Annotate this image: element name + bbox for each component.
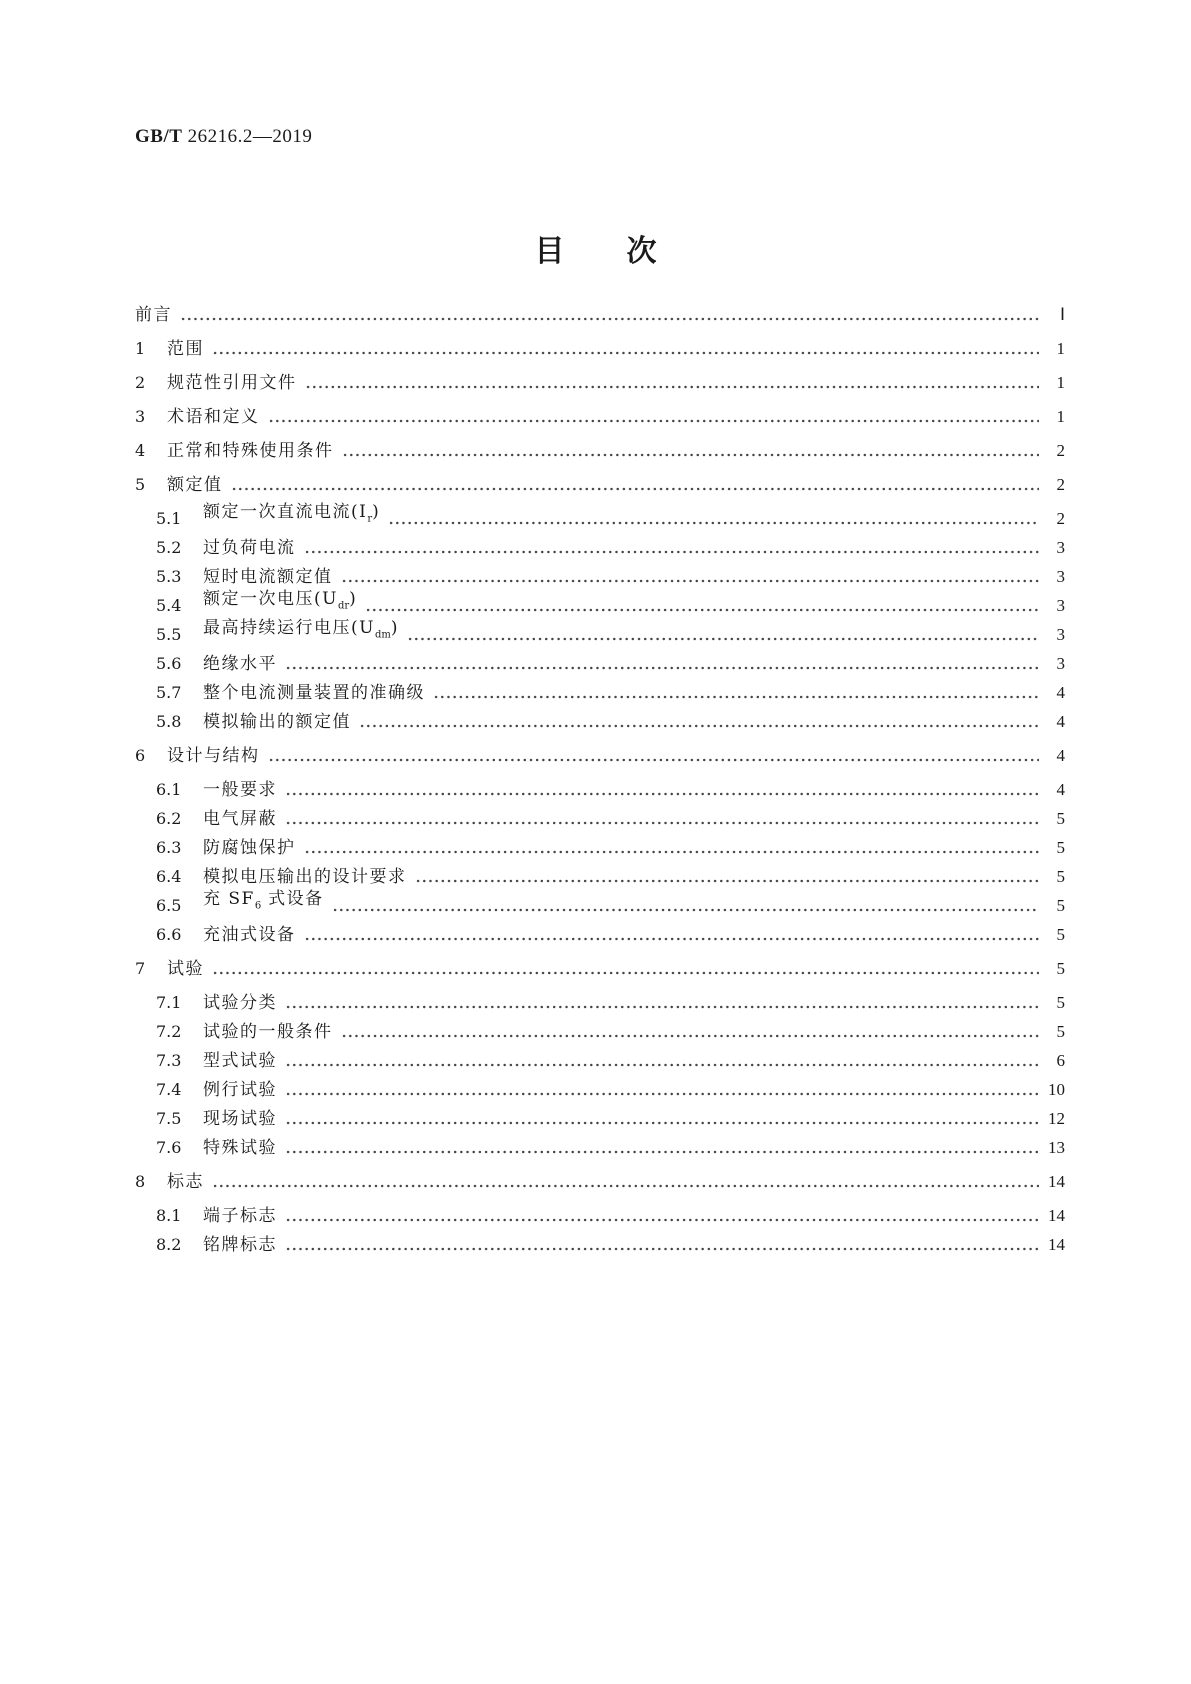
toc-entry-number: 7.3	[156, 1051, 182, 1070]
toc-entry-page: 5	[1056, 1022, 1065, 1041]
toc-entry-title-text: 端子标志	[203, 1206, 277, 1226]
toc-entry-title	[167, 745, 260, 767]
toc-entry[interactable]	[156, 1230, 1065, 1256]
toc-entry-number: 6.4	[156, 867, 182, 886]
toc-entry[interactable]	[156, 862, 1065, 888]
toc-entry-title-text: 额定值	[167, 475, 223, 495]
toc-entry-title	[167, 440, 334, 462]
toc-entry-title	[203, 837, 296, 859]
toc-entry-title-text: 模拟输出的额定值	[203, 712, 351, 732]
toc-dot-leader	[285, 649, 1039, 671]
toc-entry-number: 6.6	[156, 925, 182, 944]
toc-entry-title	[203, 653, 277, 675]
toc-entry[interactable]	[135, 1167, 1065, 1193]
toc-entry-page: 5	[1056, 959, 1065, 978]
toc-entry[interactable]	[156, 501, 1065, 530]
standard-prefix: GB/T	[135, 126, 183, 147]
toc-entry-title	[203, 566, 333, 588]
toc-entry-page: 3	[1056, 625, 1065, 644]
toc-dot-leader	[341, 1017, 1040, 1039]
toc-entry-title-text: 试验分类	[203, 993, 277, 1013]
standard-number: 26216.2—2019	[187, 126, 313, 147]
toc-dot-leader	[332, 891, 1039, 913]
toc-entry-page: 3	[1056, 596, 1065, 615]
toc-entry-title-text: 一般要求	[203, 780, 277, 800]
toc-entry-title-text: 正常和特殊使用条件	[167, 441, 334, 461]
toc-entry-subscript: dm	[374, 629, 391, 640]
toc-entry-title-text: 充油式设备	[203, 925, 296, 945]
toc-entry-number: 5	[135, 475, 146, 494]
toc-entry-title	[203, 1205, 277, 1227]
toc-entry-title	[203, 588, 357, 617]
toc-entry-number: 1	[135, 339, 146, 358]
toc-dot-leader	[365, 591, 1039, 613]
toc-entry-page: 5	[1056, 993, 1065, 1012]
toc-entry-title	[203, 808, 277, 830]
toc-entry-number: 8.1	[156, 1206, 182, 1225]
toc-entry-number: 7.1	[156, 993, 182, 1012]
toc-entry-title-text: 试验	[167, 959, 204, 979]
toc-dot-leader	[341, 562, 1040, 584]
toc-entry-title	[167, 338, 204, 360]
toc-entry-title-text: 过负荷电流	[203, 538, 296, 558]
toc-entry-title	[203, 888, 324, 917]
toc-entry-number: 6.2	[156, 809, 182, 828]
toc-entry-title-text: 铭牌标志	[203, 1235, 277, 1255]
toc-entry[interactable]	[135, 300, 1065, 326]
toc-entry-page: 1	[1056, 373, 1065, 392]
toc-entry[interactable]	[135, 368, 1065, 394]
toc-entry-title	[203, 924, 296, 946]
toc-entry-title	[203, 537, 296, 559]
toc-entry-number: 7.2	[156, 1022, 182, 1041]
toc-entry[interactable]	[135, 741, 1065, 767]
toc-dot-leader	[231, 470, 1040, 492]
toc-entry-page: 2	[1056, 509, 1065, 528]
toc-entry-page: 12	[1048, 1109, 1065, 1128]
toc-entry[interactable]	[156, 617, 1065, 646]
toc-entry-page: 5	[1056, 867, 1065, 886]
toc-dot-leader	[388, 504, 1039, 526]
toc-entry[interactable]	[156, 1017, 1065, 1043]
toc-entry-title-text: 试验的一般条件	[203, 1022, 333, 1042]
toc-entry-page: 3	[1056, 567, 1065, 586]
toc-dot-leader	[285, 988, 1039, 1010]
toc-dot-leader	[407, 620, 1039, 642]
toc-dot-leader	[285, 1133, 1039, 1155]
toc-entry-number: 5.3	[156, 567, 182, 586]
toc-entry-title-text: 设计与结构	[167, 746, 260, 766]
toc-entry-title	[203, 617, 399, 646]
toc-entry-number: 8	[135, 1172, 146, 1191]
toc-entry-page: 2	[1056, 475, 1065, 494]
toc-dot-leader	[285, 775, 1039, 797]
toc-dot-leader	[304, 533, 1040, 555]
toc-entry-subscript: 6	[254, 900, 262, 911]
toc-entry-title-tail: )	[372, 501, 381, 522]
toc-entry-title-text: 现场试验	[203, 1109, 277, 1129]
toc-entry-page: 4	[1056, 712, 1065, 731]
toc-entry-title	[203, 779, 277, 801]
toc-entry[interactable]	[156, 562, 1065, 588]
toc-entry[interactable]	[135, 402, 1065, 428]
toc-entry-number: 6.1	[156, 780, 182, 799]
toc-entry-title	[203, 1021, 333, 1043]
toc-entry-title	[135, 304, 172, 326]
toc-entry-title-text: 范围	[167, 339, 204, 359]
toc-entry-title-text: 标志	[167, 1172, 204, 1192]
toc-entry-page: 5	[1056, 809, 1065, 828]
toc-entry[interactable]	[135, 470, 1065, 496]
toc-entry-title	[167, 958, 204, 980]
toc-entry-title	[203, 1108, 277, 1130]
toc-entry-page: 4	[1056, 746, 1065, 765]
toc-entry-number: 5.7	[156, 683, 182, 702]
toc-entry-number: 7	[135, 959, 146, 978]
toc-entry[interactable]	[156, 1075, 1065, 1101]
toc-entry-title-text: 规范性引用文件	[167, 373, 297, 393]
toc-entry-title-text: 型式试验	[203, 1051, 277, 1071]
toc-entry-title-text: 额定一次电压(U	[203, 588, 338, 609]
toc-entry-page: 10	[1048, 1080, 1065, 1099]
toc-dot-leader	[212, 954, 1039, 976]
toc-entry-page: 5	[1056, 838, 1065, 857]
toc-entry-number: 5.5	[156, 625, 182, 644]
toc-entry-page: 5	[1056, 896, 1065, 915]
toc-entry-number: 7.5	[156, 1109, 182, 1128]
toc-entry-page: 14	[1048, 1172, 1065, 1191]
toc-entry-subscript: r	[367, 513, 373, 524]
toc-entry[interactable]	[156, 649, 1065, 675]
toc-entry-title	[167, 474, 223, 496]
toc-dot-leader	[304, 833, 1040, 855]
toc-entry-number: 7.6	[156, 1138, 182, 1157]
toc-dot-leader	[268, 402, 1040, 424]
toc-entry-title-tail: )	[349, 588, 358, 609]
toc-entry-page: 6	[1056, 1051, 1065, 1070]
toc-entry[interactable]	[156, 833, 1065, 859]
toc-entry-number: 6	[135, 746, 146, 765]
toc-entry-title-text: 前言	[135, 305, 172, 325]
toc-entry-number: 5.2	[156, 538, 182, 557]
toc-dot-leader	[285, 804, 1039, 826]
toc-entry[interactable]	[156, 888, 1065, 917]
toc-dot-leader	[359, 707, 1039, 729]
toc-entry[interactable]	[156, 588, 1065, 617]
toc-entry-title-tail: 式设备	[261, 888, 324, 909]
toc-entry-title	[167, 372, 297, 394]
toc-entry-title	[203, 682, 425, 704]
toc-dot-leader	[180, 300, 1039, 322]
toc-dot-leader	[342, 436, 1040, 458]
toc-entry-title	[203, 711, 351, 733]
toc-entry[interactable]	[156, 920, 1065, 946]
toc-entry-title	[203, 501, 380, 530]
toc-entry-number: 5.1	[156, 509, 182, 528]
toc-dot-leader	[285, 1075, 1039, 1097]
toc-entry-page: 3	[1056, 654, 1065, 673]
toc-dot-leader	[304, 920, 1040, 942]
toc-dot-leader	[285, 1201, 1039, 1223]
toc-entry-title-tail: )	[390, 617, 399, 638]
toc-entry-title-text: 防腐蚀保护	[203, 838, 296, 858]
toc-entry-title-text: 绝缘水平	[203, 654, 277, 674]
toc-dot-leader	[212, 1167, 1039, 1189]
toc-dot-leader	[285, 1230, 1039, 1252]
toc-entry-title	[203, 866, 407, 888]
toc-entry-page: 1	[1056, 339, 1065, 358]
toc-entry-title-text: 模拟电压输出的设计要求	[203, 867, 407, 887]
toc-entry-number: 3	[135, 407, 146, 426]
toc-entry[interactable]	[156, 1201, 1065, 1227]
toc-entry-page: Ⅰ	[1059, 305, 1065, 324]
toc-entry-page: 4	[1056, 780, 1065, 799]
toc-entry-title-text: 例行试验	[203, 1080, 277, 1100]
toc-entry-title-text: 整个电流测量装置的准确级	[203, 683, 425, 703]
toc-entry[interactable]	[156, 1104, 1065, 1130]
toc-entry-title	[203, 1137, 277, 1159]
toc-entry-title-text: 额定一次直流电流(I	[203, 501, 368, 522]
toc-entry[interactable]	[135, 436, 1065, 462]
toc-entry-page: 3	[1056, 538, 1065, 557]
toc-entry-page: 14	[1048, 1235, 1065, 1254]
toc-entry-title	[203, 992, 277, 1014]
toc-entry-number: 6.3	[156, 838, 182, 857]
toc-dot-leader	[433, 678, 1039, 700]
toc-entry[interactable]	[156, 775, 1065, 801]
toc-dot-leader	[285, 1046, 1039, 1068]
toc-entry[interactable]	[156, 678, 1065, 704]
toc-entry-title	[203, 1234, 277, 1256]
toc-entry-title-text: 短时电流额定值	[203, 567, 333, 587]
toc-entry-number: 2	[135, 373, 146, 392]
toc-entry-page: 5	[1056, 925, 1065, 944]
toc-entry-title-text: 电气屏蔽	[203, 809, 277, 829]
toc-entry-number: 5.4	[156, 596, 182, 615]
toc-entry-number: 6.5	[156, 896, 182, 915]
toc-entry-number: 5.6	[156, 654, 182, 673]
toc-entry[interactable]	[135, 954, 1065, 980]
toc-entry[interactable]	[156, 988, 1065, 1014]
toc-entry-title	[167, 1171, 204, 1193]
toc-entry-page: 13	[1048, 1138, 1065, 1157]
toc-entry-title	[203, 1050, 277, 1072]
toc-entry-title-text: 充 SF	[203, 888, 255, 909]
toc-entry-title-text: 特殊试验	[203, 1138, 277, 1158]
toc-entry-number: 4	[135, 441, 146, 460]
toc-entry-number: 5.8	[156, 712, 182, 731]
toc-entry[interactable]	[156, 707, 1065, 733]
toc-dot-leader	[415, 862, 1040, 884]
toc-dot-leader	[305, 368, 1040, 390]
toc-entry-title-text: 术语和定义	[167, 407, 260, 427]
toc-entry-page: 2	[1056, 441, 1065, 460]
toc-entry-page: 1	[1056, 407, 1065, 426]
toc-entry[interactable]	[156, 1133, 1065, 1159]
toc-entry-subscript: dr	[337, 600, 350, 611]
toc-entry-title	[203, 1079, 277, 1101]
standard-code	[135, 126, 312, 148]
toc-entry-title-text: 最高持续运行电压(U	[203, 617, 375, 638]
toc-dot-leader	[285, 1104, 1039, 1126]
toc-entry-title	[167, 406, 260, 428]
page-title: 目次	[534, 234, 719, 269]
toc-dot-leader	[268, 741, 1040, 763]
toc-entry[interactable]	[156, 533, 1065, 559]
toc-dot-leader	[212, 334, 1039, 356]
toc-entry-page: 4	[1056, 683, 1065, 702]
toc-entry-number: 8.2	[156, 1235, 182, 1254]
toc-entry[interactable]	[156, 804, 1065, 830]
toc-entry-number: 7.4	[156, 1080, 182, 1099]
toc-entry[interactable]	[135, 334, 1065, 360]
toc-entry[interactable]	[156, 1046, 1065, 1072]
toc-entry-page: 14	[1048, 1206, 1065, 1225]
